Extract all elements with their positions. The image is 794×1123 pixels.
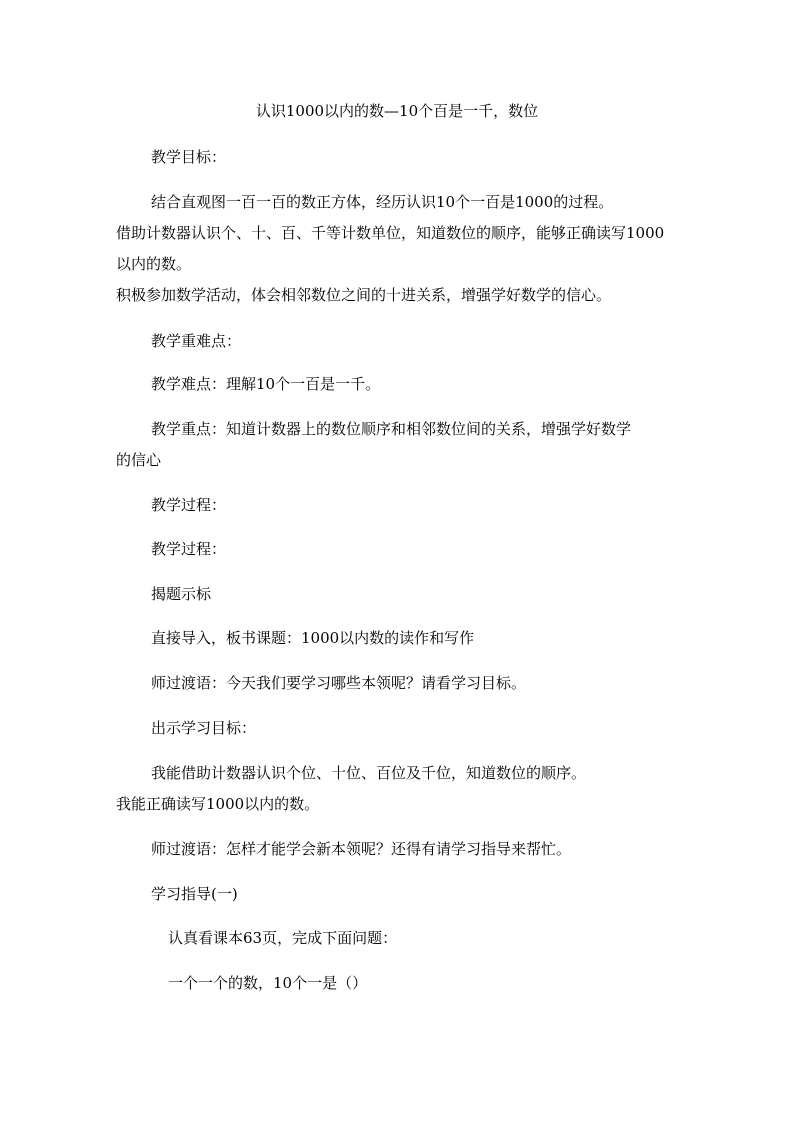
paragraph-transition-2: 师过渡语：怎样才能学会新本领呢？还得有请学习指导来帮忙。 <box>151 840 572 858</box>
heading-teaching-process-1: 教学过程： <box>151 496 227 514</box>
goal-paragraph-2-line-1: 借助计数器认识个、十、百、千等计数单位，知道数位的顺序，能够正确读写1000 <box>116 224 665 242</box>
study-guide-instruction: 认真看课本63页，完成下面问题： <box>168 929 398 947</box>
heading-teaching-goals: 教学目标： <box>151 148 227 166</box>
goal-paragraph-1: 结合直观图一百一百的数正方体，经历认识10个一百是1000的过程。 <box>151 193 614 211</box>
heading-teaching-process-2: 教学过程： <box>151 540 227 558</box>
learning-goal-2: 我能正确读写1000以内的数。 <box>116 795 320 813</box>
goal-paragraph-2-line-2: 以内的数。 <box>116 255 192 273</box>
study-guide-question-1: 一个一个的数，10个一是（） <box>168 974 368 992</box>
heading-key-difficulties: 教学重难点： <box>151 332 242 350</box>
paragraph-transition-1: 师过渡语：今天我们要学习哪些本领呢？请看学习目标。 <box>151 674 527 692</box>
goal-paragraph-3: 积极参加数学活动，体会相邻数位之间的十进关系，增强学好数学的信心。 <box>116 286 612 304</box>
learning-goal-1: 我能借助计数器认识个位、十位、百位及千位，知道数位的顺序。 <box>151 764 587 782</box>
key-point-line-2: 的信心 <box>116 451 162 469</box>
heading-show-goals: 出示学习目标： <box>151 719 257 737</box>
section-reveal-goals: 揭题示标 <box>151 585 212 603</box>
key-point-line-1: 教学重点：知道计数器上的数位顺序和相邻数位间的关系，增强学好数学 <box>151 420 632 438</box>
document-title: 认识1000以内的数—10个百是一千，数位 <box>255 102 539 120</box>
paragraph-direct-intro: 直接导入，板书课题：1000以内数的读作和写作 <box>151 629 475 647</box>
difficulty-text: 教学难点：理解10个一百是一千。 <box>151 375 381 393</box>
heading-study-guide-1: 学习指导(一) <box>151 885 238 903</box>
